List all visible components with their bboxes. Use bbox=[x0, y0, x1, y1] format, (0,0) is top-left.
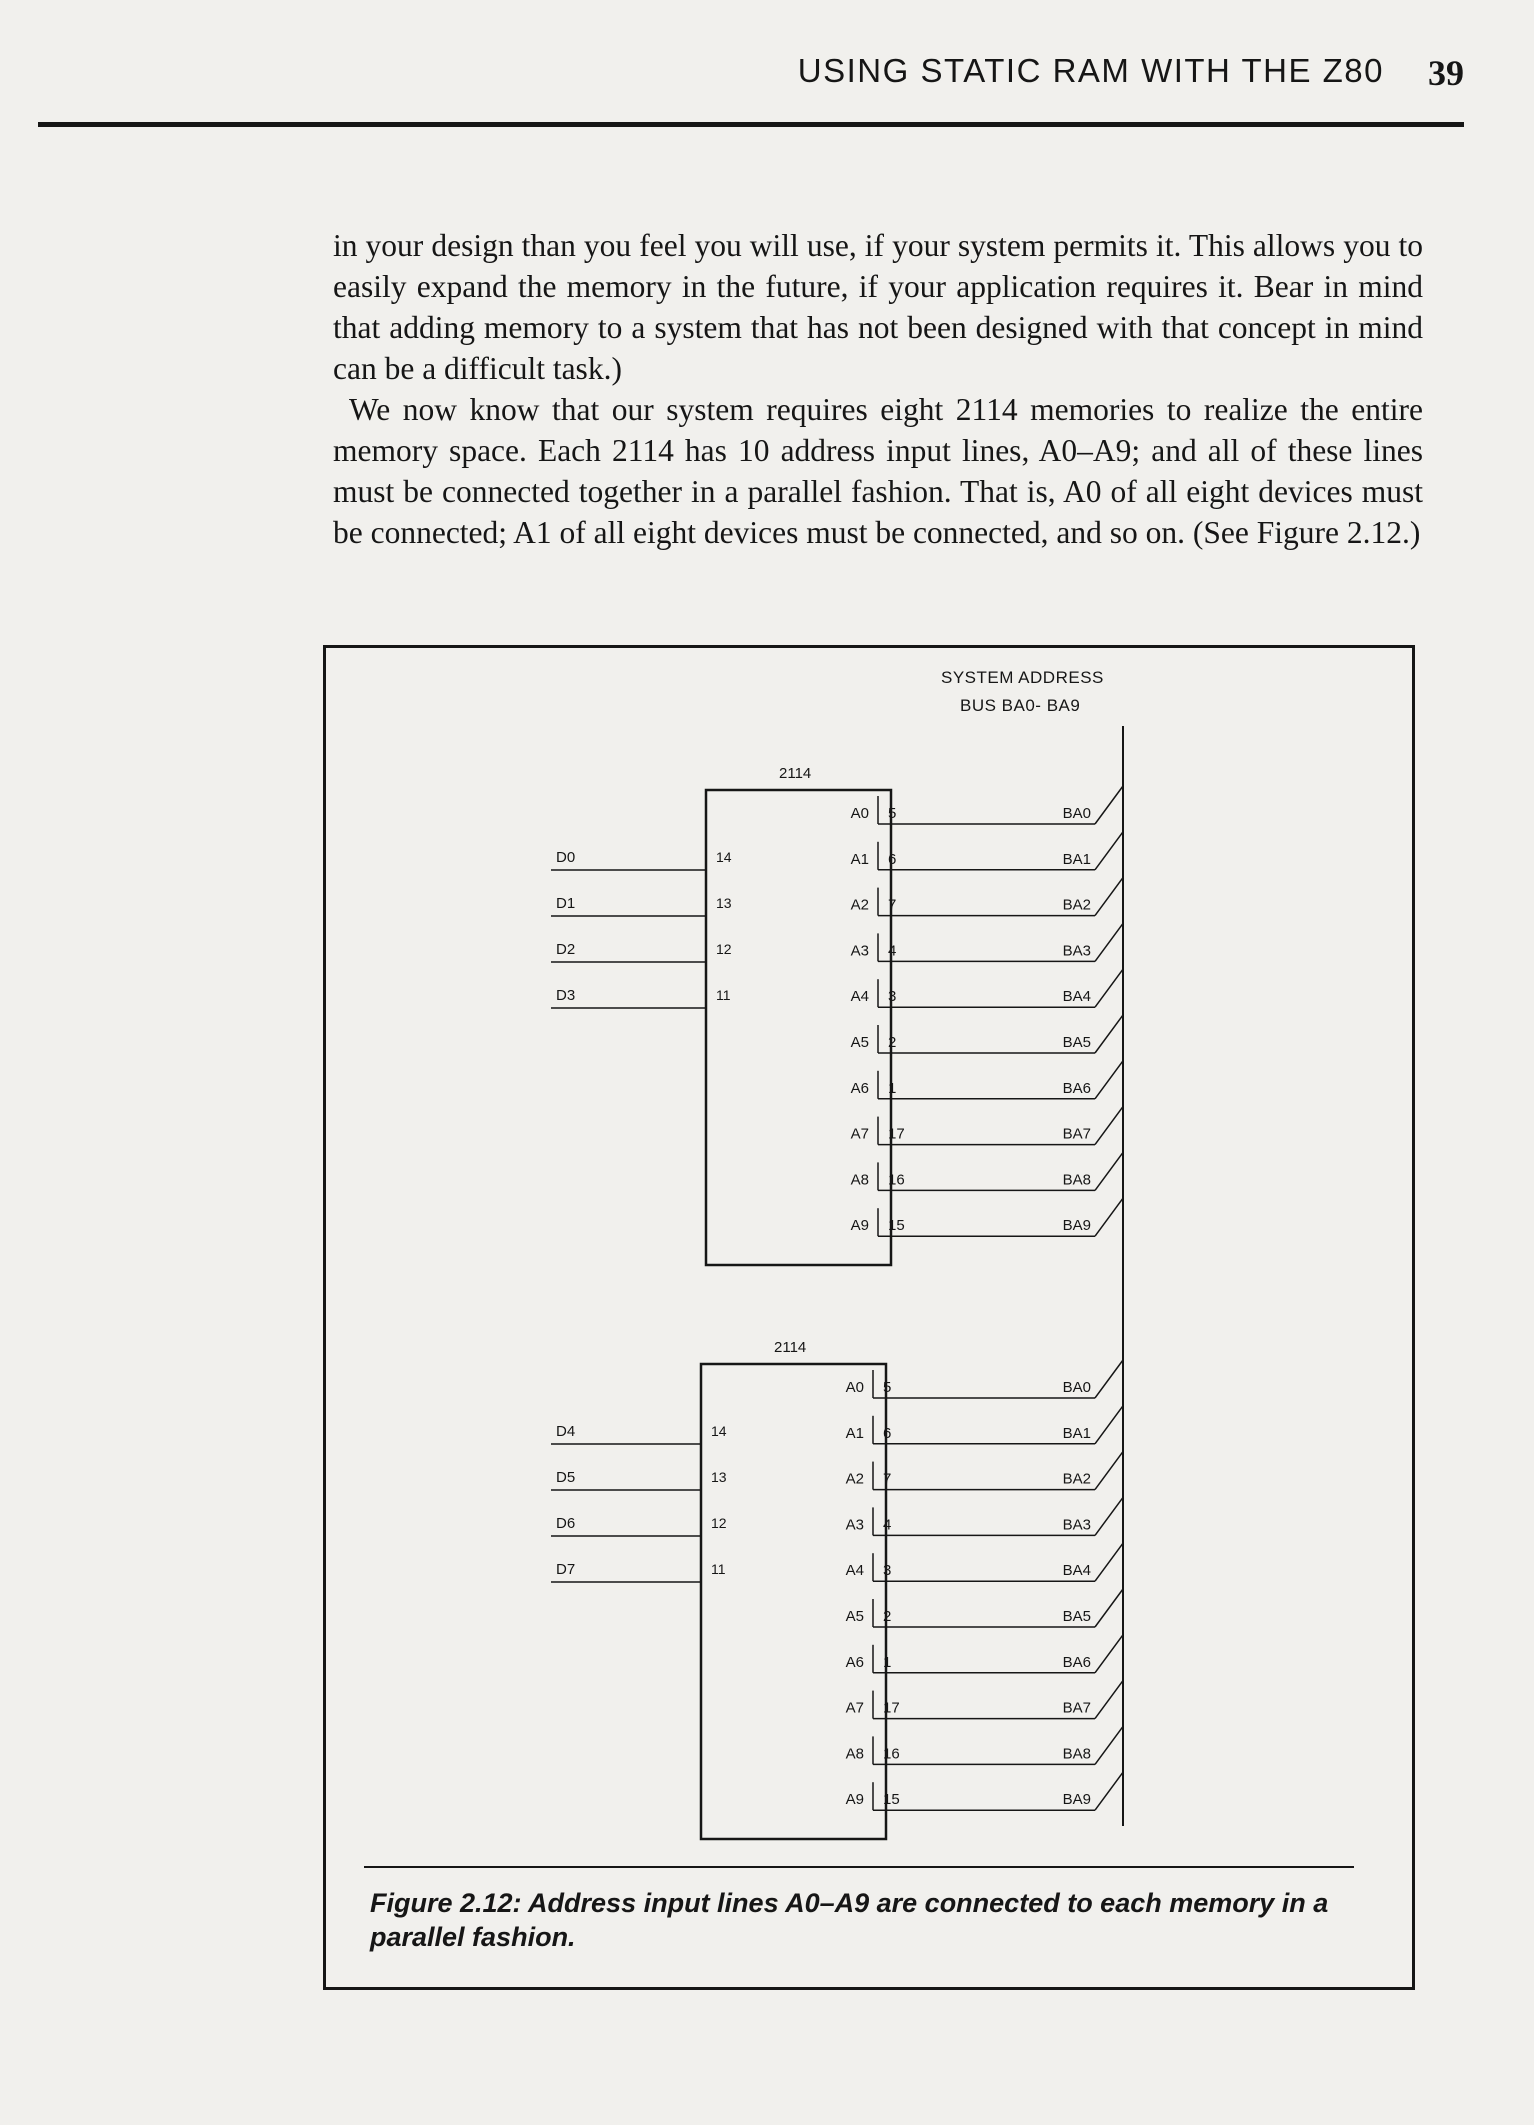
paragraph: in your design than you feel you will use, if your system permits it. This allows you to easily expand the memory in the future, if your application requires it. Bear in mind that adding memory to a system that has not been designed with that concept in mind can be a difficult task.) bbox=[333, 228, 1423, 386]
address-pin-name: A1 bbox=[850, 850, 869, 868]
running-head: USING STATIC RAM WITH THE Z80 bbox=[797, 52, 1384, 89]
bus-line-label: BA7 bbox=[1062, 1125, 1091, 1143]
address-pin-number: 6 bbox=[888, 850, 897, 868]
bus-line-label: BA5 bbox=[1062, 1608, 1091, 1625]
bus-label: BUS BA0- BA9 bbox=[960, 696, 1081, 715]
data-pin-number: 13 bbox=[711, 1469, 727, 1485]
bus-tap bbox=[1095, 1589, 1123, 1627]
bus-label: SYSTEM ADDRESS bbox=[941, 668, 1104, 687]
bus-tap bbox=[1095, 1772, 1123, 1810]
address-pin-number: 16 bbox=[888, 1171, 905, 1189]
bus-line-label: BA6 bbox=[1062, 1079, 1091, 1097]
address-pin-name: A3 bbox=[850, 942, 869, 960]
bus-tap bbox=[1095, 1452, 1123, 1490]
address-pin-name: A6 bbox=[850, 1079, 869, 1097]
address-pin-number: 3 bbox=[883, 1562, 892, 1580]
bus-tap bbox=[1095, 1681, 1123, 1719]
address-pin-name: A7 bbox=[845, 1699, 864, 1717]
address-pin-number: 7 bbox=[888, 896, 897, 914]
bus-tap bbox=[1095, 923, 1123, 961]
address-pin-number: 16 bbox=[883, 1745, 900, 1763]
address-pin-number: 1 bbox=[888, 1079, 897, 1097]
body-text bbox=[333, 225, 1423, 553]
data-pin-number: 13 bbox=[716, 895, 732, 911]
bus-tap bbox=[1095, 1726, 1123, 1764]
bus-line-label: BA8 bbox=[1062, 1745, 1091, 1763]
address-pin-number: 17 bbox=[883, 1699, 900, 1717]
caption-rule bbox=[364, 1866, 1354, 1868]
data-pin-number: 11 bbox=[711, 1561, 726, 1577]
data-pin-number: 12 bbox=[716, 941, 732, 957]
bus-line-label: BA0 bbox=[1062, 1379, 1091, 1396]
address-pin-name: A2 bbox=[845, 1470, 864, 1488]
address-pin-name: A8 bbox=[850, 1171, 869, 1189]
address-pin-number: 15 bbox=[888, 1217, 905, 1235]
address-pin-number: 5 bbox=[888, 805, 897, 822]
bus-tap bbox=[1095, 1015, 1123, 1053]
bus-tap bbox=[1095, 832, 1123, 870]
bus-tap bbox=[1095, 1497, 1123, 1535]
address-pin-name: A6 bbox=[845, 1653, 864, 1671]
address-pin-number: 17 bbox=[888, 1125, 905, 1143]
bus-line-label: BA1 bbox=[1062, 1424, 1091, 1442]
data-pin-number: 14 bbox=[711, 1423, 727, 1439]
address-pin-number: 2 bbox=[883, 1608, 892, 1625]
bus-line-label: BA2 bbox=[1062, 1470, 1091, 1488]
address-pin-name: A8 bbox=[845, 1745, 864, 1763]
bus-tap bbox=[1095, 878, 1123, 916]
bus-tap bbox=[1095, 1152, 1123, 1190]
data-line-label: D4 bbox=[556, 1423, 576, 1440]
bus-line-label: BA3 bbox=[1062, 1516, 1091, 1534]
bus-tap bbox=[1095, 1406, 1123, 1444]
paragraph: We now know that our system requires eight 2114 memories to realize the entire memory space. Each 2114 has 10 address input lines, A0–A9; and all of these lines must be connected together in a parallel fashion. That is, A0 of all eight devices must be connected; A1 of all eight devices must be connected, and so on. (See Figure 2.12.) bbox=[333, 392, 1423, 550]
data-pin-number: 11 bbox=[716, 987, 731, 1003]
bus-tap bbox=[1095, 1198, 1123, 1236]
address-pin-name: A9 bbox=[850, 1217, 869, 1235]
bus-tap bbox=[1095, 969, 1123, 1007]
address-pin-name: A4 bbox=[845, 1562, 864, 1580]
bus-line-label: BA3 bbox=[1062, 942, 1091, 960]
address-pin-name: A0 bbox=[845, 1379, 864, 1396]
address-pin-name: A4 bbox=[850, 988, 869, 1006]
header-rule bbox=[38, 122, 1464, 127]
figure-caption: Figure 2.12: Address input lines A0–A9 are connected to each memory in a parallel fashion. bbox=[370, 1888, 1329, 1952]
bus-tap bbox=[1095, 1061, 1123, 1099]
page-number: 39 bbox=[1428, 53, 1464, 93]
address-pin-name: A2 bbox=[850, 896, 869, 914]
address-pin-number: 1 bbox=[883, 1653, 892, 1671]
data-line-label: D6 bbox=[556, 1515, 576, 1532]
bus-tap bbox=[1095, 1107, 1123, 1145]
address-pin-name: A9 bbox=[845, 1791, 864, 1809]
bus-line-label: BA9 bbox=[1062, 1791, 1091, 1809]
bus-line-label: BA7 bbox=[1062, 1699, 1091, 1717]
chip-label: 2114 bbox=[774, 1339, 807, 1356]
address-pin-number: 5 bbox=[883, 1379, 892, 1396]
address-pin-number: 7 bbox=[883, 1470, 892, 1488]
schematic-diagram bbox=[326, 648, 1412, 1987]
data-pin-number: 14 bbox=[716, 849, 732, 865]
page-header bbox=[0, 0, 1534, 135]
address-pin-number: 4 bbox=[888, 942, 897, 960]
bus-line-label: BA8 bbox=[1062, 1171, 1091, 1189]
bus-tap bbox=[1095, 786, 1123, 824]
bus-tap bbox=[1095, 1543, 1123, 1581]
address-pin-number: 15 bbox=[883, 1791, 900, 1809]
bus-line-label: BA9 bbox=[1062, 1217, 1091, 1235]
address-pin-name: A0 bbox=[850, 805, 869, 822]
bus-tap bbox=[1095, 1360, 1123, 1398]
data-line-label: D2 bbox=[556, 941, 576, 958]
data-line-label: D5 bbox=[556, 1469, 576, 1486]
figure-2-12 bbox=[323, 645, 1415, 1990]
address-pin-name: A5 bbox=[845, 1608, 864, 1625]
address-pin-number: 3 bbox=[888, 988, 897, 1006]
bus-line-label: BA4 bbox=[1062, 1562, 1091, 1580]
bus-line-label: BA1 bbox=[1062, 850, 1091, 868]
address-pin-number: 6 bbox=[883, 1424, 892, 1442]
data-line-label: D0 bbox=[556, 849, 576, 866]
data-line-label: D3 bbox=[556, 987, 576, 1004]
data-pin-number: 12 bbox=[711, 1515, 727, 1531]
address-pin-name: A5 bbox=[850, 1034, 869, 1051]
bus-line-label: BA4 bbox=[1062, 988, 1091, 1006]
bus-line-label: BA6 bbox=[1062, 1653, 1091, 1671]
address-pin-name: A1 bbox=[845, 1424, 864, 1442]
bus-line-label: BA5 bbox=[1062, 1034, 1091, 1051]
bus-tap bbox=[1095, 1635, 1123, 1673]
chip-label: 2114 bbox=[779, 765, 812, 782]
address-pin-name: A3 bbox=[845, 1516, 864, 1534]
address-pin-number: 4 bbox=[883, 1516, 892, 1534]
bus-line-label: BA2 bbox=[1062, 896, 1091, 914]
data-line-label: D7 bbox=[556, 1561, 576, 1578]
address-pin-number: 2 bbox=[888, 1034, 897, 1051]
data-line-label: D1 bbox=[556, 895, 576, 912]
bus-line-label: BA0 bbox=[1062, 805, 1091, 822]
address-pin-name: A7 bbox=[850, 1125, 869, 1143]
